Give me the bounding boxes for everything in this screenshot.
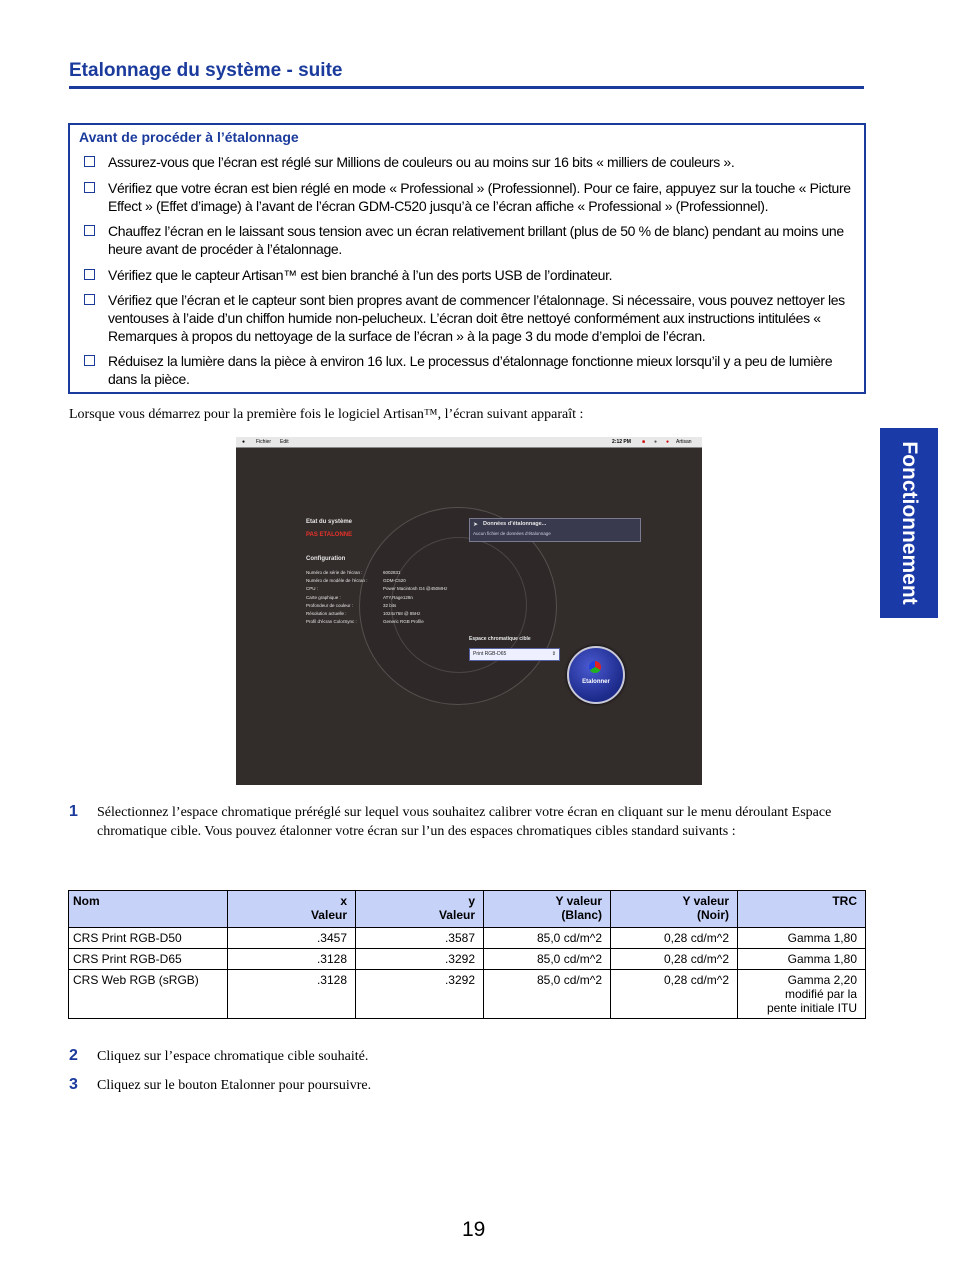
header-trc: TRC [738,891,866,928]
title-rule [69,86,864,89]
config-label: Profondeur de couleur : [306,602,354,608]
step-number: 1 [69,803,78,820]
prep-item: Réduisez la lumière dans la pièce à environ 16 lux. Le processus d’étalonnage fonctionne mieux lorsqu’il y a peu de lumière dans la pièce. [84,352,860,388]
app-icon: ● [666,439,670,445]
step-text: Cliquez sur l’espace chromatique cible souhaité. [97,1049,369,1064]
side-tab [880,428,938,618]
cell-y: .3587 [356,928,484,949]
header-x: x Valeur [228,891,356,928]
color-space-table [68,890,866,1019]
cell-y-blanc: 85,0 cd/m^2 [484,928,611,949]
cell-x: .3128 [228,949,356,970]
cell-x: .3128 [228,970,356,1019]
prep-item: Chauffez l’écran en le laissant sous tension avec un écran relativement brillant (plus de 50 % de blanc) pendant au moins une heure avant de procéder à l’étalonnage. [84,222,860,258]
menu-app-name[interactable]: Artisan [676,439,692,445]
artisan-screenshot [236,437,702,785]
table-row [69,949,866,970]
config-value: Generic RGB Profile [383,619,424,625]
cell-y-noir: 0,28 cd/m^2 [611,970,738,1019]
donnees-etalonnage-button[interactable] [469,518,641,542]
prep-item: Assurez-vous que l’écran est réglé sur Millions de couleurs ou au moins sur 16 bits « milliers de couleurs ». [84,153,860,171]
step-number: 3 [69,1076,78,1093]
config-value: GDM-C520 [383,578,406,584]
config-label: CPU : [306,586,319,592]
section-title: Etalonnage du système - suite [69,60,343,81]
config-labels [306,569,368,626]
config-value: ATY,Rage128n [383,594,413,600]
cell-trc: Gamma 2,20 modifié par la pente initiale ITU [738,970,866,1019]
etat-value: PAS ETALONNE [306,532,353,538]
config-value: 32 bits [383,602,397,608]
step-number: 2 [69,1047,78,1064]
checkbox-icon [84,269,95,280]
checkbox-icon [84,294,95,305]
cell-y-blanc: 85,0 cd/m^2 [484,949,611,970]
prep-item: Vérifiez que l’écran et le capteur sont bien propres avant de commencer l’étalonnage. Si nécessaire, vous pouvez nettoyer les ventouses à l’aide d’un chiffon humide non-pelucheux. L’écran doit être nettoyé conformément aux instructions intitulées « Remarques à propos du nettoyage de la surface de l’écran » à la page 3 du mode d’emploi de l’écran. [84,291,860,345]
checkbox-icon [84,182,95,193]
cell-y-noir: 0,28 cd/m^2 [611,928,738,949]
table-header-row [69,891,866,928]
rgb-wheel-icon [589,661,601,673]
donnees-sub: Aucun fichier de données d’étalonnage [473,531,551,536]
cell-nom: CRS Print RGB-D65 [69,949,228,970]
espace-value: Print RGB-D65 [473,651,507,657]
config-label: Carte graphique : [306,594,341,600]
etalonner-label: Etalonner [582,679,610,685]
cell-trc: Gamma 1,80 [738,928,866,949]
cell-y-noir: 0,28 cd/m^2 [611,949,738,970]
updown-arrows-icon: ⇕ [551,651,556,657]
config-label: Numéro de modèle de l’écran : [306,578,368,584]
cell-x: .3457 [228,928,356,949]
side-tab-label: Fonctionnement [898,441,921,605]
flag-icon: ■ [642,439,646,445]
donnees-title: Données d’étalonnage... [483,521,547,527]
checkbox-icon [84,225,95,236]
step-text: Sélectionnez l’espace chromatique préréglé sur lequel vous souhaitez calibrer votre écran en cliquant sur le menu déroulant Espace chromatique cible. Vous pouvez étalonner votre écran sur l’un des espaces chromatiques cibles standard suivants : [97,805,832,839]
etalonner-button[interactable] [567,646,625,704]
menu-bar [236,437,702,448]
header-y: y Valeur [356,891,484,928]
espace-label: Espace chromatique cible [469,636,531,642]
apple-icon: ● [242,439,246,445]
help-icon: ● [654,439,658,445]
menu-edit[interactable]: Edit [280,439,289,445]
table-row [69,970,866,1019]
config-values [383,569,447,626]
cell-nom: CRS Print RGB-D50 [69,928,228,949]
arrow-right-icon: ➤ [473,522,479,528]
header-y-noir: Y valeur (Noir) [611,891,738,928]
prep-item: Vérifiez que le capteur Artisan™ est bien branché à l’un des ports USB de l’ordinateur. [84,266,860,284]
menu-fichier[interactable]: Fichier [256,439,272,445]
config-label: Numéro de série de l’écran : [306,570,363,575]
checkbox-icon [84,156,95,167]
intro-text: Lorsque vous démarrez pour la première fois le logiciel Artisan™, l’écran suivant apparaît : [69,407,584,422]
cell-nom: CRS Web RGB (sRGB) [69,970,228,1019]
config-title: Configuration [306,556,346,562]
espace-chromatique-select[interactable] [469,648,560,661]
config-label: Profil d’écran ColorSync : [306,619,357,625]
checkbox-icon [84,355,95,366]
cell-y: .3292 [356,970,484,1019]
step-text: Cliquez sur le bouton Etalonner pour poursuivre. [97,1078,372,1093]
header-y-blanc: Y valeur (Blanc) [484,891,611,928]
config-value: 1024x768 @ 85Hz [383,611,421,617]
prep-item: Vérifiez que votre écran est bien réglé en mode « Professional » (Professionnel). Pour ce faire, appuyez sur la touche « Picture Effect » (Effet d’image) à l’avant de l’écran GDM-C520 jusqu’à ce l’écran affiche « Professional » (Professionnel). [84,179,860,215]
config-value: 6002831 [383,570,401,575]
etat-label: Etat du système [306,519,353,525]
header-nom: Nom [69,891,228,928]
cell-trc: Gamma 1,80 [738,949,866,970]
prep-title: Avant de procéder à l’étalonnage [79,129,299,145]
table-row [69,928,866,949]
cell-y: .3292 [356,949,484,970]
config-label: Résolution actuelle : [306,611,347,617]
cell-y-blanc: 85,0 cd/m^2 [484,970,611,1019]
menu-clock: 2:12 PM [612,439,631,445]
prep-box [68,123,866,394]
page-number: 19 [462,1218,486,1241]
config-value: Power Macintosh G4 @450MHz [383,586,448,592]
